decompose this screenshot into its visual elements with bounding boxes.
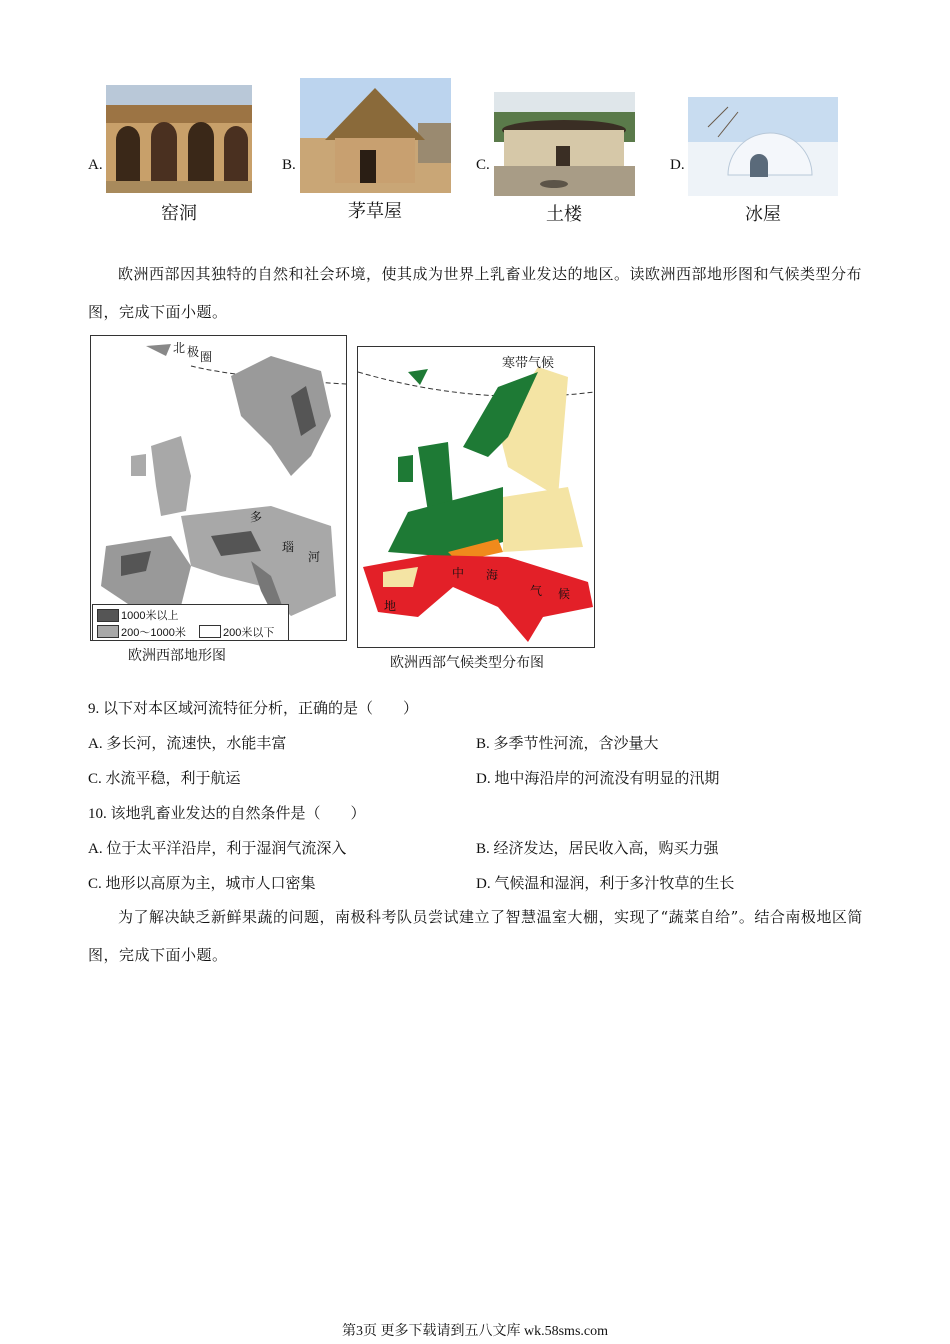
option-d-letter: D. (670, 157, 685, 173)
igloo-photo (688, 97, 838, 196)
question9-option-d: D. 地中海沿岸的河流没有明显的汛期 (476, 771, 720, 787)
terrain-legend (92, 604, 289, 641)
intro-paragraph: 欧洲西部因其独特的自然和社会环境，使其成为世界上乳畜业发达的地区。读欧洲西部地形图和气候类型分布图，完成下面小题。 (88, 265, 863, 321)
option-c-letter: C. (476, 157, 490, 173)
question9-stem: 9. 以下对本区域河流特征分析，正确的是（ ） (88, 701, 419, 717)
question10-option-a: A. 位于太平洋沿岸，利于湿润气流深入 (88, 841, 347, 857)
option-c-caption: 土楼 (546, 204, 582, 225)
question10-option-c: C. 地形以高原为主，城市人口密集 (88, 876, 316, 892)
med-label-5: 候 (558, 587, 571, 601)
option-b-letter: B. (282, 157, 296, 173)
question10-option-b: B. 经济发达，居民收入高，购买力强 (476, 841, 719, 857)
legend-label-high: 1000米以上 (121, 610, 179, 622)
option-a-caption: 窑洞 (161, 203, 197, 224)
tulou-photo (494, 92, 635, 196)
question9-option-b: B. 多季节性河流，含沙量大 (476, 736, 659, 752)
question9-option-c: C. 水流平稳，利于航运 (88, 771, 241, 787)
med-label-1: 地 (384, 599, 397, 613)
page-footer: 第3页 更多下载请到五八文库 wk.58sms.com (342, 1324, 608, 1339)
legend-label-mid: 200～1000米 (121, 627, 186, 639)
med-label-2: 中 (452, 566, 465, 580)
legend-swatch-low (199, 625, 221, 638)
danube-label-1: 多 (250, 510, 263, 524)
option-a-letter: A. (88, 157, 103, 173)
climate-map-caption: 欧洲西部气候类型分布图 (390, 655, 544, 671)
thatched-hut-photo (300, 78, 451, 193)
terrain-map (90, 335, 347, 641)
med-label-4: 气 (530, 584, 543, 598)
danube-label-3: 河 (308, 550, 321, 564)
arctic-label-3: 圈 (200, 350, 213, 364)
question10-option-d: D. 气候温和湿润，利于多汁牧草的生长 (476, 876, 735, 892)
arctic-label-2: 极 (187, 345, 200, 359)
cave-dwelling-photo (106, 85, 252, 193)
legend-swatch-mid (97, 625, 119, 638)
legend-swatch-high (97, 609, 119, 622)
danube-label-2: 瑙 (282, 540, 295, 554)
option-b-caption: 茅草屋 (348, 201, 402, 222)
terrain-map-caption: 欧洲西部地形图 (128, 648, 226, 664)
cold-climate-label: 寒带气候 (502, 356, 555, 371)
question9-option-a: A. 多长河，流速快，水能丰富 (88, 736, 287, 752)
option-d-caption: 冰屋 (745, 204, 781, 225)
antarctic-paragraph: 为了解决缺乏新鲜果蔬的问题，南极科考队员尝试建立了智慧温室大棚，实现了“蔬菜自给”。结合南极地区简图，完成下面小题。 (88, 908, 863, 964)
question10-stem: 10. 该地乳畜业发达的自然条件是（ ） (88, 806, 366, 822)
med-label-3: 海 (486, 568, 499, 582)
arctic-label-1: 北 (173, 341, 186, 355)
legend-label-low: 200米以下 (223, 627, 275, 639)
